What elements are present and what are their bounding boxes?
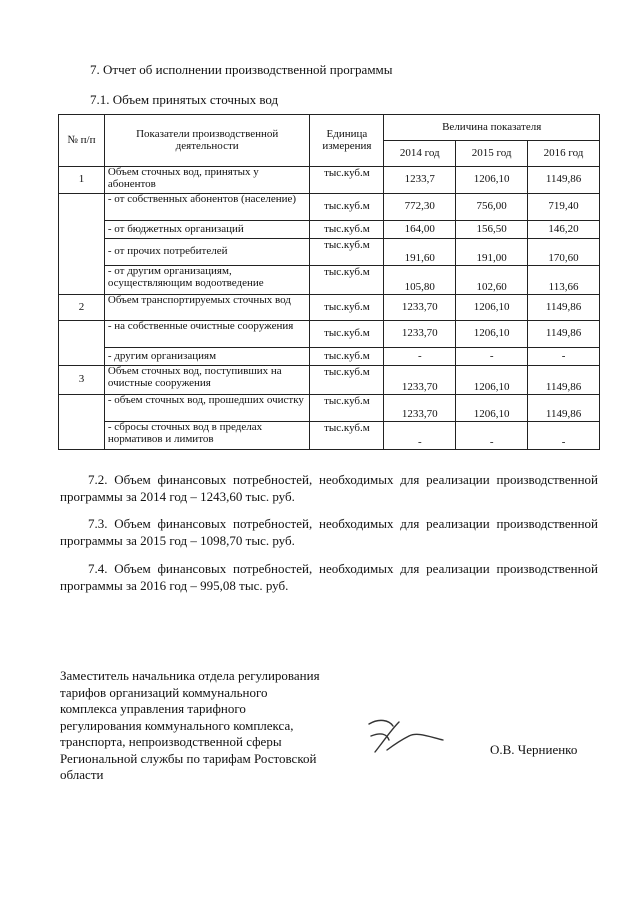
row-unit: тыс.куб.м xyxy=(310,422,384,450)
table-row xyxy=(59,221,600,239)
subsection-title: 7.1. Объем принятых сточных вод xyxy=(90,92,279,107)
row-name: - от другим организациям, осуществляющим водоотведение xyxy=(104,266,310,295)
table-row xyxy=(59,422,600,450)
table-row xyxy=(59,239,600,266)
row-2015: 1206,10 xyxy=(456,167,528,194)
row-2015: 756,00 xyxy=(456,194,528,221)
row-num: 2 xyxy=(59,295,105,321)
row-2016: 146,20 xyxy=(528,221,600,239)
row-2014: 1233,70 xyxy=(384,395,456,422)
row-2016: 1149,86 xyxy=(528,321,600,348)
table-row xyxy=(59,395,600,422)
row-2014: 1233,70 xyxy=(384,295,456,321)
row-2016: 719,40 xyxy=(528,194,600,221)
paragraph-7-2-text: 7.2. Объем финансовых потребностей, необходимых для реализации производственной программы за 2014 год – 1243,60 тыс. руб. xyxy=(60,472,598,504)
row-2015: 156,50 xyxy=(456,221,528,239)
row-unit: тыс.куб.м xyxy=(310,321,384,348)
table-row xyxy=(59,194,600,221)
row-name: - от прочих потребителей xyxy=(104,239,310,266)
signatory-line: области xyxy=(60,767,104,782)
signatory-line: регулирования коммунального комплекса, xyxy=(60,717,294,733)
row-2015: 1206,10 xyxy=(456,295,528,321)
row-name: - сбросы сточных вод в пределах нормативов и лимитов xyxy=(104,422,310,450)
row-name: Объем сточных вод, принятых у абонентов xyxy=(104,167,310,194)
row-2016: - xyxy=(528,348,600,366)
signatory-line: тарифов организаций коммунального xyxy=(60,684,268,700)
paragraph-7-2 xyxy=(60,471,598,505)
row-name: - от собственных абонентов (население) xyxy=(104,194,310,221)
header-indicator: Показатели производственной деятельности xyxy=(104,115,310,167)
row-unit: тыс.куб.м xyxy=(310,266,384,295)
row-2015: 102,60 xyxy=(456,266,528,295)
row-name: - объем сточных вод, прошедших очистку xyxy=(104,395,310,422)
paragraph-7-4-text: 7.4. Объем финансовых потребностей, необходимых для реализации производственной программы за 2016 год – 995,08 тыс. руб. xyxy=(60,561,598,593)
signatory-name: О.В. Черниенко xyxy=(490,742,578,757)
row-unit: тыс.куб.м xyxy=(310,221,384,239)
section-title: 7. Отчет об исполнении производственной программы xyxy=(90,62,393,77)
header-unit: Единица измерения xyxy=(310,115,384,167)
row-2016: - xyxy=(528,422,600,450)
row-2016: 1149,86 xyxy=(528,167,600,194)
row-2014: 1233,70 xyxy=(384,366,456,395)
signatory-line: комплекса управления тарифного xyxy=(60,701,246,716)
header-year-2016: 2016 год xyxy=(528,141,600,167)
row-2015: - xyxy=(456,348,528,366)
table-row xyxy=(59,366,600,395)
table-row xyxy=(59,266,600,295)
paragraph-7-3-text: 7.3. Объем финансовых потребностей, необходимых для реализации производственной программы за 2015 год – 1098,70 тыс. руб. xyxy=(60,516,598,548)
row-2016: 1149,86 xyxy=(528,366,600,395)
row-2014: 105,80 xyxy=(384,266,456,295)
row-2015: - xyxy=(456,422,528,450)
handwritten-signature xyxy=(365,714,447,758)
table-row xyxy=(59,348,600,366)
header-year-2014: 2014 год xyxy=(384,141,456,167)
row-num: 1 xyxy=(59,167,105,194)
header-num: № п/п xyxy=(59,115,105,167)
signatory-title xyxy=(60,668,330,784)
row-name: - на собственные очистные сооружения xyxy=(104,321,310,348)
header-value: Величина показателя xyxy=(384,115,600,141)
row-unit: тыс.куб.м xyxy=(310,239,384,266)
row-num xyxy=(59,395,105,450)
row-unit: тыс.куб.м xyxy=(310,167,384,194)
row-num xyxy=(59,321,105,366)
row-name: - от бюджетных организаций xyxy=(104,221,310,239)
row-2014: - xyxy=(384,422,456,450)
row-unit: тыс.куб.м xyxy=(310,295,384,321)
signatory-line: Региональной службы по тарифам Ростовской xyxy=(60,750,317,766)
row-name: Объем сточных вод, поступивших на очистные сооружения xyxy=(104,366,310,395)
row-2014: 1233,7 xyxy=(384,167,456,194)
table-row xyxy=(59,321,600,348)
row-num: 3 xyxy=(59,366,105,395)
header-year-2015: 2015 год xyxy=(456,141,528,167)
row-2016: 113,66 xyxy=(528,266,600,295)
table-row xyxy=(59,167,600,194)
row-unit: тыс.куб.м xyxy=(310,366,384,395)
row-name: Объем транспортируемых сточных вод xyxy=(104,295,310,321)
row-2016: 170,60 xyxy=(528,239,600,266)
row-2015: 1206,10 xyxy=(456,395,528,422)
row-2014: 1233,70 xyxy=(384,321,456,348)
row-unit: тыс.куб.м xyxy=(310,395,384,422)
table-row xyxy=(59,295,600,321)
wastewater-table xyxy=(58,114,600,450)
row-2015: 191,00 xyxy=(456,239,528,266)
row-2014: - xyxy=(384,348,456,366)
row-2014: 772,30 xyxy=(384,194,456,221)
row-2015: 1206,10 xyxy=(456,321,528,348)
row-2015: 1206,10 xyxy=(456,366,528,395)
paragraph-7-3 xyxy=(60,515,598,549)
row-unit: тыс.куб.м xyxy=(310,348,384,366)
row-2014: 191,60 xyxy=(384,239,456,266)
row-2014: 164,00 xyxy=(384,221,456,239)
row-2016: 1149,86 xyxy=(528,395,600,422)
signatory-line: Заместитель начальника отдела регулирования xyxy=(60,668,320,683)
paragraph-7-4 xyxy=(60,560,598,594)
row-2016: 1149,86 xyxy=(528,295,600,321)
row-unit: тыс.куб.м xyxy=(310,194,384,221)
signatory-line: транспорта, непроизводственной сферы xyxy=(60,734,282,749)
row-num xyxy=(59,194,105,295)
row-name: - другим организациям xyxy=(104,348,310,366)
